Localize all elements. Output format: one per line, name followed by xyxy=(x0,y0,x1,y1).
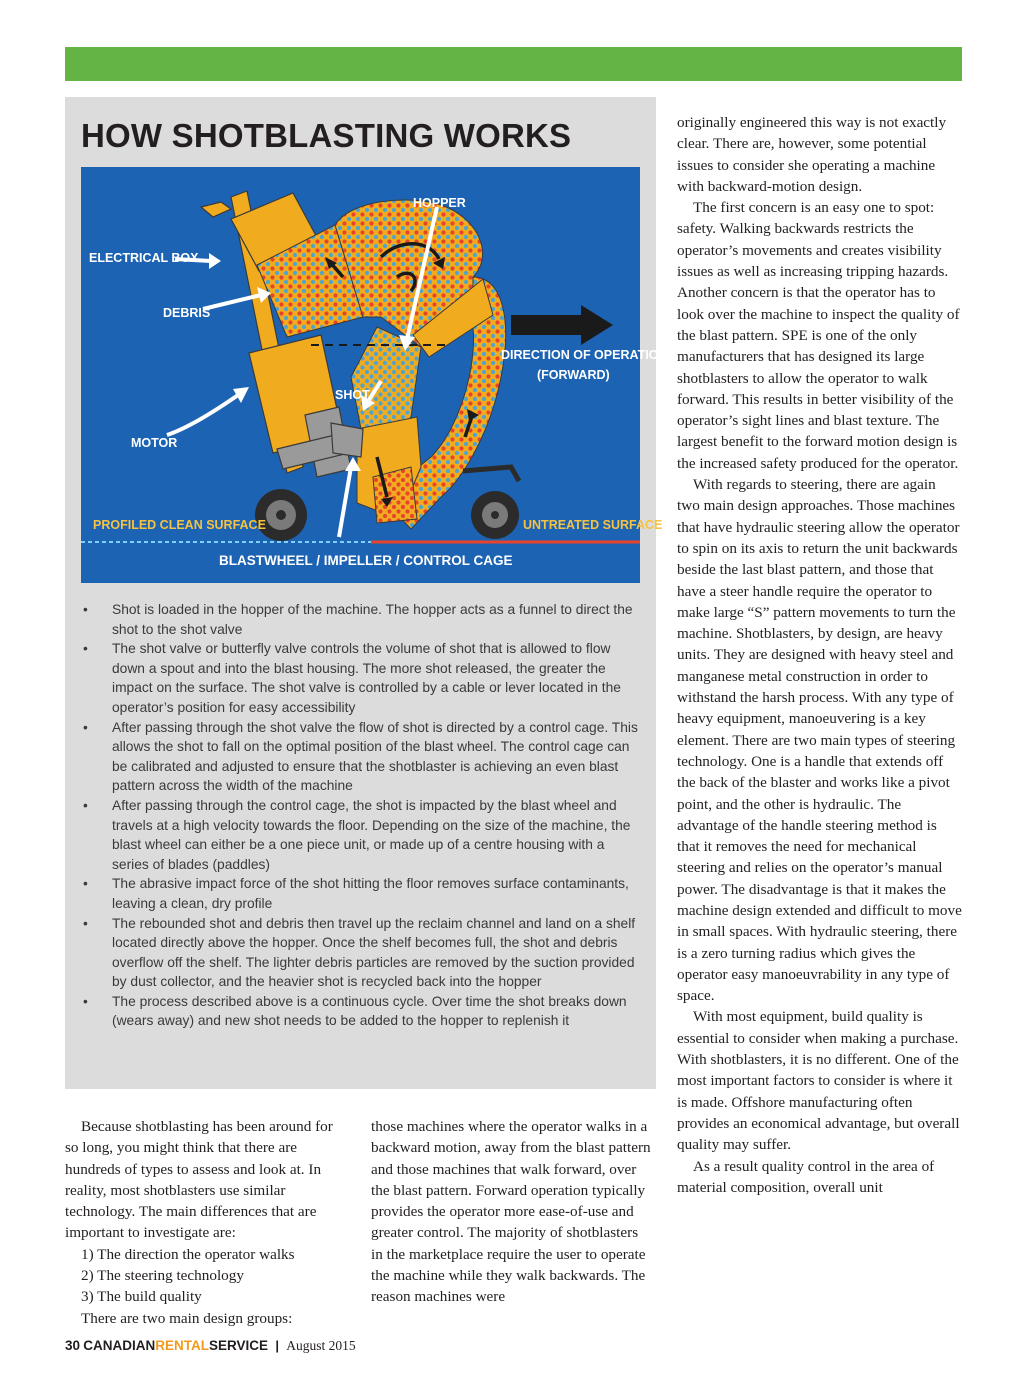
issue-date: August 2015 xyxy=(286,1338,356,1353)
bullet-item: • Shot is loaded in the hopper of the machine. The hopper acts as a funnel to direct the shot to the shot valve xyxy=(81,600,641,639)
bullet-item: • The process described above is a continuous cycle. Over time the shot breaks down (wears away) and new shot needs to be added to the hopper to replenish it xyxy=(81,992,641,1031)
publication-name-part: SERVICE xyxy=(209,1338,269,1353)
label-electrical-box: ELECTRICAL BOX xyxy=(89,251,199,265)
sidebar-title: HOW SHOTBLASTING WORKS xyxy=(81,117,572,154)
article-paragraph: originally engineered this way is not exactly clear. There are, however, some potential issues to consider she operating a machine with backward-motion design. xyxy=(677,114,947,195)
label-direction-line2: (FORWARD) xyxy=(537,368,610,382)
label-hopper: HOPPER xyxy=(413,196,466,210)
article-paragraph: Because shotblasting has been around for so long, you might think that there are hundreds of types to assess and look at. In reality, most shotblasters use similar technology. The main differences that are important to investigate are: xyxy=(65,1118,333,1242)
sidebar-title-bold: SHOTBLASTING xyxy=(171,117,435,154)
article-paragraph: With regards to steering, there are again two main design approaches. Those machines that have hydraulic steering allow the operator to spin on its axis to return the unit backwards beside the last blast pattern, and those that have a steer handle require the operator to make large “S” pattern movements to turn the machine. Shotblasters, by design, are heavy units. They are designed with heavy steel and manganese metal construction in order to withstand the harsh process. With any type of heavy equipment, manoeuvering is a key element. There are two main types of steering technology. One is a handle that extends off the back of the blaster and works like a pivot point, and the other is hydraulic. The advantage of the handle steering method is that it removes the need for mechanical steering and relies on the operator’s manual power. The disadvantage is that it makes the machine design extended and difficult to move in small spaces. With hydraulic steering, there is a zero turning radius which gives the operator easy manoeuvrability in any type of space. xyxy=(677,476,962,1005)
rear-wheel xyxy=(255,489,307,541)
label-debris: DEBRIS xyxy=(163,306,211,320)
publication-name-part: RENTAL xyxy=(155,1338,210,1353)
design-factor-list xyxy=(65,1244,345,1308)
bullet-item: • The rebounded shot and debris then travel up the reclaim channel and land on a shelf located directly above the hopper. Once the shelf becomes full, the shot and debris overflow off the shelf. The lighter debris particles are removed by the suction provided by dust collector, and the heavier shot is recycled back into the hopper xyxy=(81,914,641,992)
bullet-item: • The abrasive impact force of the shot hitting the floor removes surface contaminants, leaving a clean, dry profile xyxy=(81,874,641,913)
design-factor-item: 3) The build quality xyxy=(81,1288,202,1306)
bullet-item: • After passing through the control cage, the shot is impacted by the blast wheel and travels at a high velocity towards the floor. Depending on the size of the machine, the blast wheel can either be a one piece unit, or made up of a centre housing with a series of blades (paddles) xyxy=(81,796,641,874)
label-motor: MOTOR xyxy=(131,436,178,450)
article-paragraph: As a result quality control in the area of material composition, overall unit xyxy=(677,1157,935,1196)
article-column-2 xyxy=(371,1116,653,1308)
article-column-3 xyxy=(677,112,962,1198)
page-footer xyxy=(65,1338,356,1354)
footer-separator: | xyxy=(275,1338,279,1353)
label-direction-line1: DIRECTION OF OPERATION xyxy=(501,348,668,362)
label-shot: SHOT xyxy=(335,388,370,402)
publication-name-part: CANADIAN xyxy=(83,1338,156,1353)
header-color-bar xyxy=(65,47,962,81)
design-factor-item: 1) The direction the operator walks xyxy=(81,1245,295,1263)
design-factor-item: 2) The steering technology xyxy=(81,1267,244,1285)
page-number: 30 xyxy=(65,1338,81,1353)
article-column-1 xyxy=(65,1116,345,1329)
bullet-item: • After passing through the shot valve the flow of shot is directed by a control cage. This allows the shot to fall on the optimal position of the blast wheel. The control cage can be calibrated and adjusted to ensure that the shotblaster is achieving an even blast pattern across the width of the machine xyxy=(81,718,641,796)
article-paragraph: With most equipment, build quality is essential to consider when making a purchase. With shotblasters, it is no different. One of the most important factors to consider is where it is made. Offshore manufacturing often provides an economical advantage, but overall quality may suffer. xyxy=(677,1008,960,1154)
article-paragraph: those machines where the operator walks in a backward motion, away from the blast pattern and those machines that walk forward, over the blast pattern. Forward operation typically provides the operator more ease-of-use and greater control. The majority of shotblasters in the marketplace require the user to operate the machine while they walk backwards. The reason machines were xyxy=(371,1118,651,1306)
label-untreated-surface: UNTREATED SURFACE xyxy=(523,518,663,532)
bullet-item: • The shot valve or butterfly valve controls the volume of shot that is allowed to flow down a spout and into the blast housing. The more shot released, the greater the impact on the surface. The shot valve is controlled by a cable or lever located in the operator’s position for easy accessibility xyxy=(81,639,641,717)
shotblaster-diagram xyxy=(81,167,668,583)
sidebar-how-shotblasting-works xyxy=(65,97,668,1089)
article-paragraph: The first concern is an easy one to spot: safety. Walking backwards restricts the operator’s movements and creates visibility issues as well as increasing tripping hazards. Another concern is that the operator has to look over the machine to inspect the quality of the blast pattern. SPE is one of the only manufacturers that has designed its large shotblasters to allow the operator to walk forward. This results in better visibility of the operator’s sight lines and blast texture. The largest benefit to the forward motion design is the increased safety produced for the operator. xyxy=(677,199,960,472)
blast-zone xyxy=(373,467,417,523)
label-blastwheel: BLASTWHEEL / IMPELLER / CONTROL CAGE xyxy=(219,553,513,568)
process-bullet-list xyxy=(81,600,641,1031)
label-profiled-surface: PROFILED CLEAN SURFACE xyxy=(93,518,266,532)
article-paragraph: There are two main design groups: xyxy=(81,1309,293,1327)
